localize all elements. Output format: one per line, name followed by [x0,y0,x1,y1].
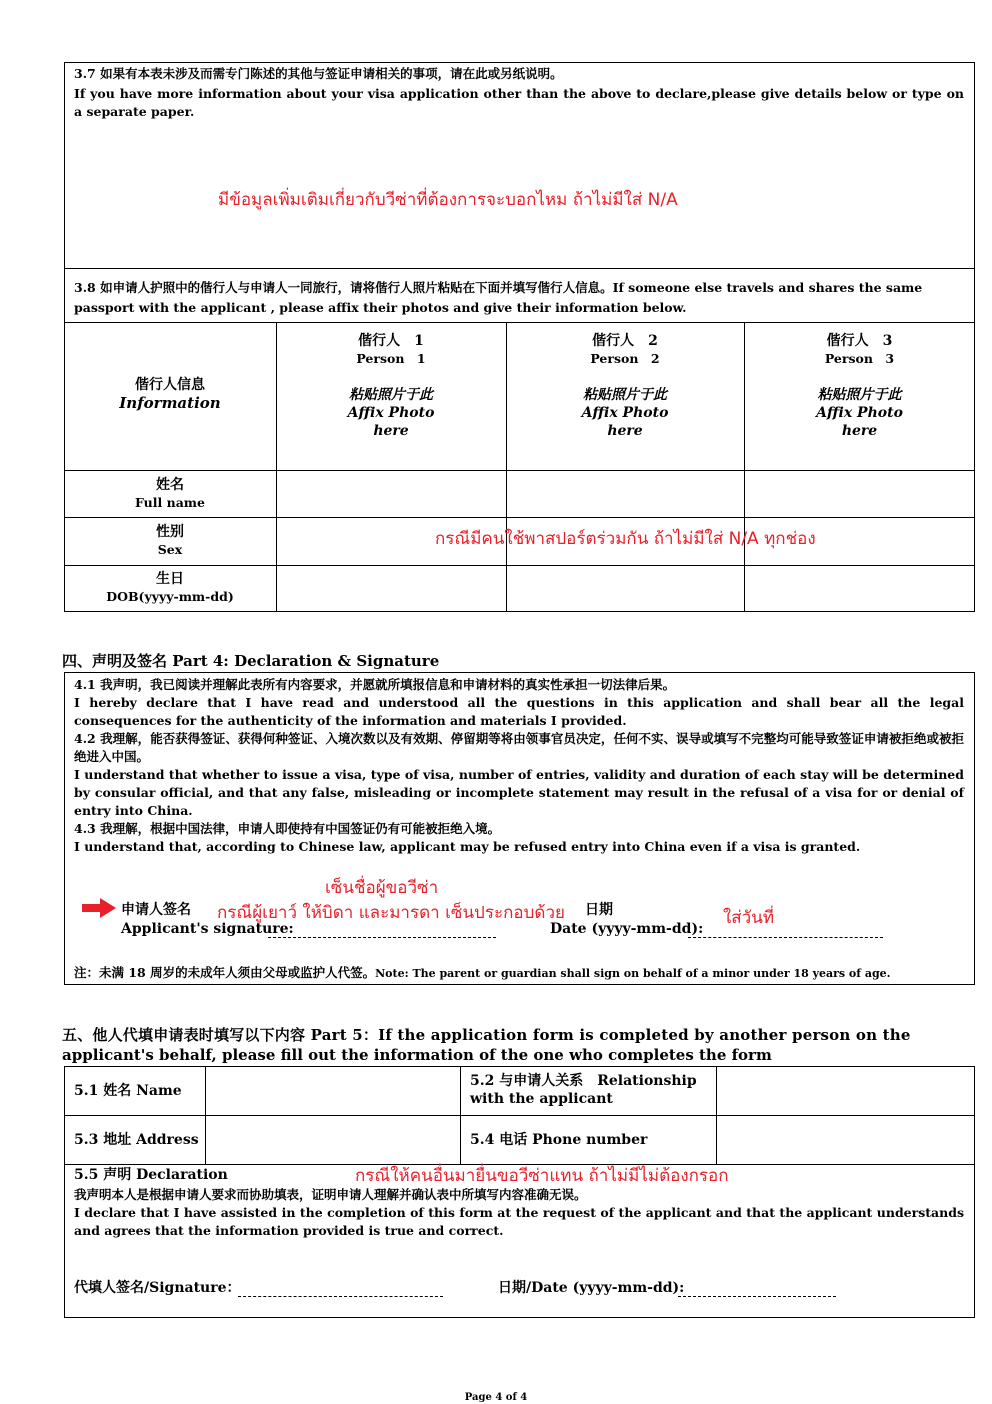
row-label-full-name [64,476,276,512]
col-divider [205,1066,206,1164]
p42-cn: 4.2 我理解，能否获得签证、获得何种签证、入境次数以及有效期、停留期等将由领事官员决定，任何不实、误导或填写不完整均可能导致签证申请被拒绝或被拒绝进入中国。 [74,731,964,764]
row-label-cn: 生日 [156,571,184,587]
person-1-en: Person 1 [356,351,426,366]
p41-cn: 4.1 我声明，我已阅读并理解此表所有内容要求，并愿就所填报信息和申请材料的真实性承担一切法律后果。 [74,677,676,692]
divider [64,565,975,566]
q38-english: If someone else travels and shares the same passport with the applicant , please affix their photos and give their information below. [74,280,923,315]
p5-relation-label [470,1072,697,1108]
person-3-photo-en: Affix Photo [816,405,903,421]
person-3-en: Person 3 [824,351,895,366]
applicant-signature-label-en: Applicant's signature: [121,921,294,937]
minor-note [74,964,890,983]
info-header-cn: 偕行人信息 [135,377,205,393]
p5-signature-label: 代填人签名/Signature： [74,1280,241,1296]
part5-heading-2: applicant's behalf, please fill out the information of the one who completes the form [62,1046,772,1064]
date-thai-note: ใส่วันที่ [723,908,775,928]
p5-phone-label: 5.4 电话 Phone number [470,1132,648,1148]
row-label-dob [64,570,276,606]
arrow-right-icon [82,898,116,918]
p5-declaration-en: I declare that I have assisted in the completion of this form at the request of the applicant and that the applicant understands and agrees that the information provided is true and correct. [74,1205,964,1238]
col-divider [716,1066,717,1164]
person-1-column [276,332,506,440]
row-label-en: DOB(yyyy-mm-dd) [106,589,234,604]
person-2-photo-en: Affix Photo [581,405,669,421]
person-1-cn: 偕行人 1 [358,333,424,349]
row-label-cn: 性别 [156,524,184,540]
row-label-sex [64,523,276,559]
p5-thai-note: กรณีให้คนอื่นมายื่นขอวีซ่าแทน ถ้าไม่มีไม่ต้องกรอก [355,1166,729,1186]
q38-text [74,278,966,318]
p43-cn: 4.3 我理解，根据中国法律，申请人即使持有中国签证仍有可能被拒绝入境。 [74,821,501,836]
person-1-photo-cn: 粘贴照片于此 [349,387,433,403]
col-divider [460,1066,461,1164]
q37-chinese: 3.7 如果有本表未涉及而需专门陈述的其他与签证申请相关的事项，请在此或另纸说明。 [74,66,563,81]
p5-declaration-cn: 我声明本人是根据申请人要求而协助填表，证明申请人理解并确认表中所填写内容准确无误。 [74,1187,587,1202]
p5-declaration-title: 5.5 声明 Declaration [74,1167,228,1183]
p43-en: I understand that, according to Chinese law, applicant may be refused entry into China even if a visa is granted. [74,839,861,854]
p5-declaration-text [74,1186,964,1240]
q38-chinese: 3.8 如申请人护照中的偕行人与申请人一同旅行，请将偕行人照片粘贴在下面并填写偕行人信息。 [74,280,613,295]
part5-heading-1: 五、他人代填申请表时填写以下内容 Part 5：If the application form is completed by another person on the [62,1026,911,1044]
p5-name-label: 5.1 姓名 Name [74,1083,182,1099]
divider [64,268,975,269]
sign-thai-note-top: เซ็นชื่อผู้ขอวีซ่า [325,878,439,898]
person-2-photo-here: here [607,423,643,439]
q37-thai-note: มีข้อมูลเพิ่มเติมเกี่ยวกับวีซ่าที่ต้องการจะบอกไหม ถ้าไม่มีใส่ N/A [218,190,678,210]
info-header [64,376,276,412]
person-2-column [506,332,744,440]
p5-signature-line[interactable] [238,1296,443,1297]
divider [64,1115,975,1116]
person-1-photo-en: Affix Photo [347,405,435,421]
person-3-column [744,332,975,440]
person-3-photo-here: here [841,423,878,439]
date-line[interactable] [688,937,883,938]
minor-note-en: Note: The parent or guardian shall sign on behalf of a minor under 18 years of age. [375,967,891,980]
part4-text [74,676,964,856]
date-label-en: Date (yyyy-mm-dd): [550,921,704,937]
person-1-photo-here: here [373,423,409,439]
person-2-cn: 偕行人 2 [592,333,658,349]
applicant-signature-label-cn: 申请人签名 [121,902,191,918]
q37-english: If you have more information about your visa application other than the above to declare,please give details below or type on a separate paper. [74,86,964,119]
q38-thai-note: กรณีมีคนใช้พาสปอร์ตร่วมกัน ถ้าไม่มีใส่ N/A ทุกช่อง [435,529,816,549]
minor-note-cn: 注：未满 18 周岁的未成年人须由父母或监护人代签。 [74,965,376,980]
p5-address-label: 5.3 地址 Address [74,1132,199,1148]
person-2-photo-cn: 粘贴照片于此 [583,387,667,403]
info-header-en: Information [119,394,221,412]
p41-en: I hereby declare that I have read and understood all the questions in this application and shall bear all the legal consequences for the authenticity of the information and materials I provided. [74,695,964,728]
p5-date-label: 日期/Date (yyyy-mm-dd): [498,1280,685,1296]
p42-en: I understand that whether to issue a visa, type of visa, number of entries, validity and duration of each stay will be determined by consular official, and that any false, misleading or incomplete statement may result in the refusal of a visa for or denial of entry into China. [74,767,964,818]
row-label-en: Sex [157,542,183,557]
person-3-photo-cn: 粘贴照片于此 [817,387,902,403]
divider [64,517,975,518]
p5-date-line[interactable] [678,1296,836,1297]
p5-relation-2: with the applicant [470,1091,613,1107]
divider [64,322,975,323]
applicant-signature-line[interactable] [268,937,496,938]
sign-thai-note: กรณีผู้เยาว์ ให้บิดา และมารดา เซ็นประกอบด้วย [217,903,565,923]
divider [64,470,975,471]
p5-relation-1: 5.2 与申请人关系 Relationship [470,1073,697,1089]
part4-heading: 四、声明及签名 Part 4: Declaration & Signature [62,652,440,670]
person-3-cn: 偕行人 3 [826,333,893,349]
date-label-cn: 日期 [585,902,613,918]
page-footer: Page 4 of 4 [464,1392,528,1403]
row-label-cn: 姓名 [156,477,184,493]
row-label-en: Full name [135,495,205,510]
person-2-en: Person 2 [590,351,660,366]
